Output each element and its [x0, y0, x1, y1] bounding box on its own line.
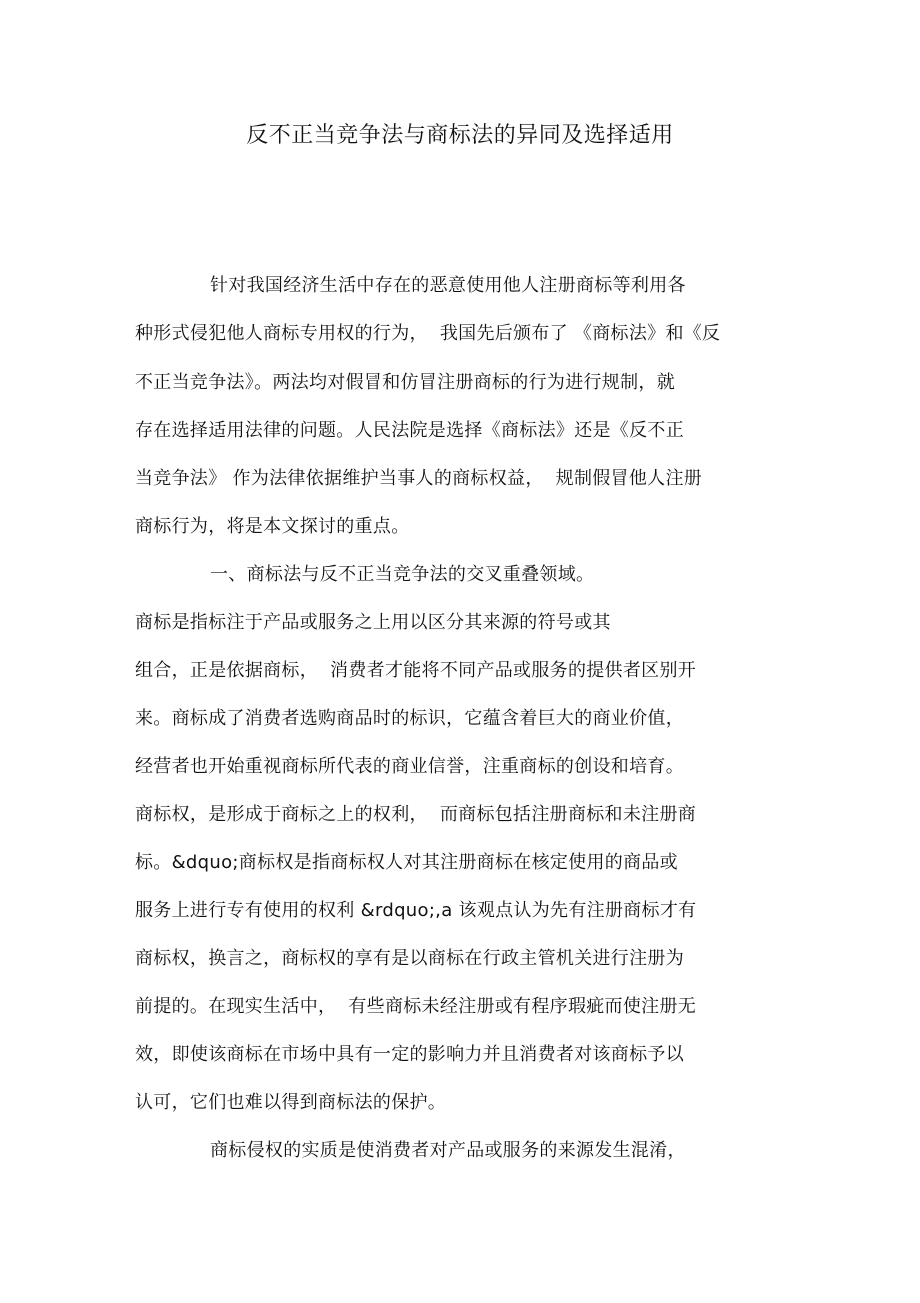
paragraph-line: 经营者也开始重视商标所代表的商业信誉，注重商标的创设和培育。: [135, 756, 684, 777]
paragraph-line: 服务上进行专有使用的权利 &rdquo;,a 该观点认为先有注册商标才有: [135, 900, 697, 921]
paragraph-line: 效，即使该商标在市场中具有一定的影响力并且消费者对该商标予以: [135, 1044, 684, 1065]
paragraph-line: 前提的。在现实生活中， 有些商标未经注册或有程序瑕疵而使注册无: [135, 996, 697, 1017]
paragraph-line: 组合，正是依据商标， 消费者才能将不同产品或服务的提供者区别开: [135, 660, 697, 681]
paragraph-line: 商标权，是形成于商标之上的权利， 而商标包括注册商标和未注册商: [135, 804, 697, 825]
paragraph-line: 标。&dquo;商标权是指商标权人对其注册商标在核定使用的商品或: [135, 852, 678, 873]
section-heading: 一、商标法与反不正当竞争法的交叉重叠领域。: [210, 564, 595, 585]
paragraph-line: 商标权，换言之，商标权的享有是以商标在行政主管机关进行注册为: [135, 948, 684, 969]
paragraph-line: 存在选择适用法律的问题。人民法院是选择《商标法》还是《反不正: [135, 420, 684, 441]
document-title: 反不正当竞争法与商标法的异同及选择适用: [246, 123, 674, 148]
paragraph-line: 商标是指标注于产品或服务之上用以区分其来源的符号或其: [135, 612, 611, 633]
paragraph-line: 不正当竞争法》。两法均对假冒和仿冒注册商标的行为进行规制，就: [135, 372, 675, 393]
paragraph-line: 针对我国经济生活中存在的恶意使用他人注册商标等利用各: [210, 275, 686, 296]
paragraph-line: 认可，它们也难以得到商标法的保护。: [135, 1092, 447, 1113]
paragraph-line: 商标侵权的实质是使消费者对产品或服务的来源发生混淆，: [210, 1140, 686, 1161]
paragraph-line: 商标行为，将是本文探讨的重点。: [135, 516, 410, 537]
paragraph-line: 当竞争法》 作为法律依据维护当事人的商标权益， 规制假冒他人注册: [135, 468, 703, 489]
paragraph-line: 种形式侵犯他人商标专用权的行为， 我国先后颁布了 《商标法》和《反: [135, 323, 721, 344]
paragraph-line: 来。商标成了消费者选购商品时的标识，它蕴含着巨大的商业价值，: [135, 708, 684, 729]
